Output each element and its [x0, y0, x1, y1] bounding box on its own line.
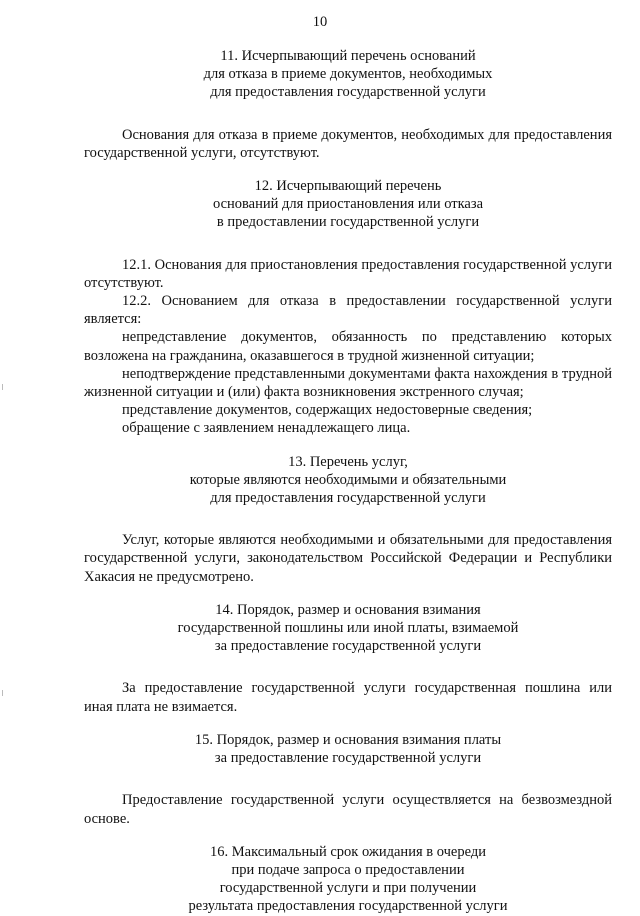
- heading-line: 13. Перечень услуг,: [288, 453, 408, 470]
- paragraph: непредставление документов, обязанность по представлению которых возложена на гражданина, оказавшегося в трудной жизненной ситуации;: [84, 329, 612, 364]
- heading-line: при подаче запроса о предоставлении: [231, 861, 465, 878]
- heading-line: 12. Исчерпывающий перечень: [254, 178, 442, 195]
- document-body: [84, 47, 612, 916]
- heading-line: оснований для приостановления или отказа: [212, 196, 484, 213]
- heading-line: за предоставление государственной услуги: [214, 750, 482, 767]
- heading-line: 15. Порядок, размер и основания взимания платы: [194, 731, 502, 748]
- paragraph: 12.1. Основания для приостановления предоставления государственной услуги отсутствуют.: [84, 256, 612, 291]
- page-number: 10: [312, 14, 328, 30]
- paragraph: За предоставление государственной услуги государственная пошлина или иная плата не взимается.: [84, 680, 612, 715]
- section-15-heading: [84, 731, 612, 767]
- paragraph: неподтверждение представленными документами факта нахождения в трудной жизненной ситуации и (или) факта возникновения экстренного случая;: [84, 365, 612, 401]
- scan-mark: [2, 384, 3, 390]
- heading-line: результата предоставления государственной услуги: [188, 898, 508, 915]
- paragraph: Основания для отказа в приеме документов, необходимых для предоставления государственной услуги, отсутствуют.: [84, 126, 612, 161]
- section-13-heading: [84, 453, 612, 508]
- section-14-heading: [84, 601, 612, 656]
- heading-line: 14. Порядок, размер и основания взимания: [215, 601, 481, 618]
- heading-line: которые являются необходимыми и обязательными: [189, 471, 507, 488]
- heading-line: для предоставления государственной услуги: [210, 490, 486, 507]
- heading-line: в предоставлении государственной услуги: [216, 214, 480, 231]
- heading-line: государственной пошлины или иной платы, взимаемой: [177, 620, 519, 637]
- section-11-heading: [84, 47, 612, 102]
- paragraph: Услуг, которые являются необходимыми и обязательными для предоставления государственной услуги, законодательством Российской Федерации и Республики Хакасия не предусмотрено.: [84, 532, 612, 585]
- scan-mark: [2, 690, 3, 696]
- heading-line: для предоставления государственной услуги: [210, 84, 486, 101]
- section-12-heading: [84, 177, 612, 232]
- paragraph: Предоставление государственной услуги осуществляется на безвозмездной основе.: [84, 792, 612, 827]
- paragraph: обращение с заявлением ненадлежащего лица.: [122, 420, 411, 437]
- paragraph: представление документов, содержащих недостоверные сведения;: [122, 402, 533, 419]
- heading-line: для отказа в приеме документов, необходимых: [203, 66, 493, 83]
- paragraph: 12.2. Основанием для отказа в предоставлении государственной услуги является:: [84, 293, 612, 328]
- heading-line: за предоставление государственной услуги: [214, 638, 482, 655]
- heading-line: государственной услуги и при получении: [219, 880, 477, 897]
- heading-line: 11. Исчерпывающий перечень оснований: [220, 48, 476, 64]
- heading-line: 16. Максимальный срок ожидания в очереди: [210, 843, 486, 860]
